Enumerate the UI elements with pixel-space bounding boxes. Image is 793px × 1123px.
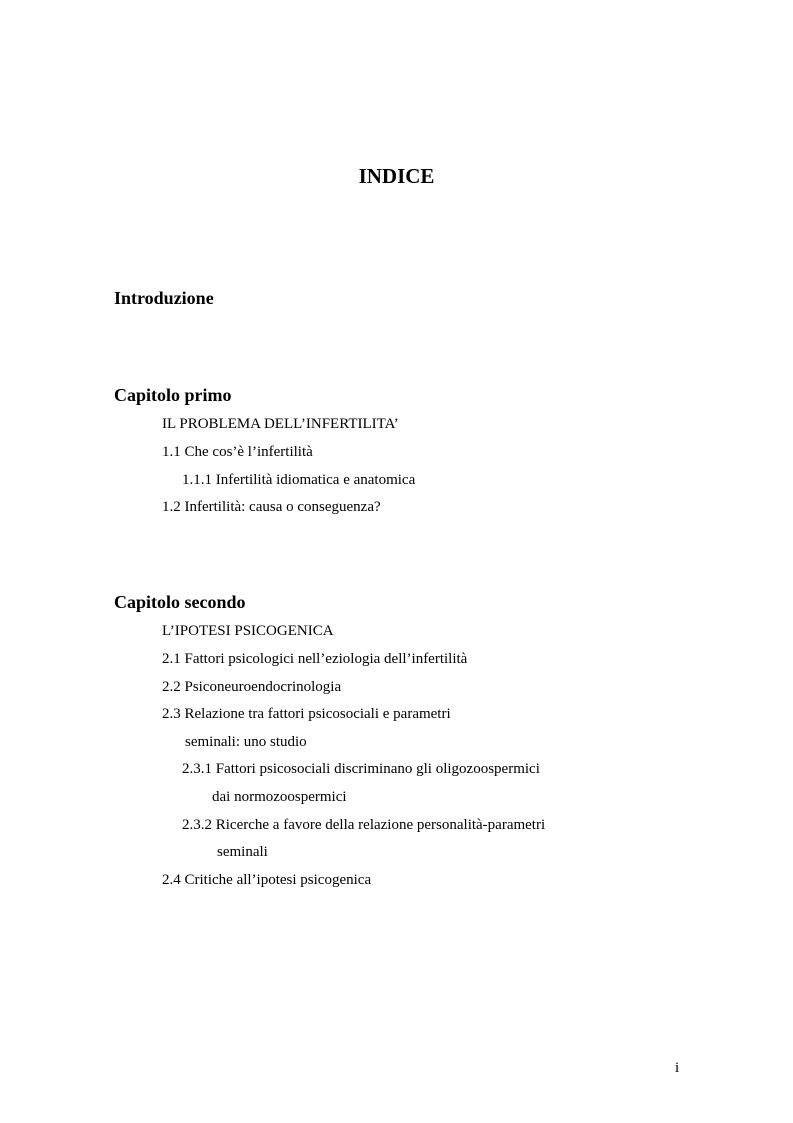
toc-entry-2-3-2-cont: seminali (217, 844, 268, 860)
toc-entry-2-3: 2.3 Relazione tra fattori psicosociali e parametri (162, 706, 451, 722)
toc-heading-chapter-2: Capitolo secondo (114, 592, 246, 612)
toc-entry-2-2: 2.2 Psiconeuroendocrinologia (162, 679, 342, 695)
toc-entry-2-3-1: 2.3.1 Fattori psicosociali discriminano gli oligozoospermici (182, 761, 540, 777)
chapter-1-subtitle: IL PROBLEMA DELL’INFERTILITA’ (162, 416, 399, 432)
page-number: i (675, 1060, 680, 1076)
toc-entry-1-2: 1.2 Infertilità: causa o conseguenza? (162, 499, 381, 515)
toc-entry-2-3-2: 2.3.2 Ricerche a favore della relazione personalità-parametri (182, 817, 546, 833)
toc-heading-chapter-1: Capitolo primo (114, 385, 232, 405)
toc-entry-1-1-1: 1.1.1 Infertilità idiomatica e anatomica (182, 472, 416, 488)
toc-entry-2-1: 2.1 Fattori psicologici nell’eziologia dell’infertilità (162, 651, 468, 667)
toc-entry-1-1: 1.1 Che cos’è l’infertilità (162, 444, 313, 460)
toc-entry-2-3-cont: seminali: uno studio (185, 734, 307, 750)
toc-entry-2-3-1-cont: dai normozoospermici (212, 789, 347, 805)
chapter-2-subtitle: L’IPOTESI PSICOGENICA (162, 623, 334, 639)
page-title: INDICE (358, 164, 435, 188)
toc-heading-introduzione: Introduzione (114, 288, 214, 308)
toc-entry-2-4: 2.4 Critiche all’ipotesi psicogenica (162, 872, 372, 888)
